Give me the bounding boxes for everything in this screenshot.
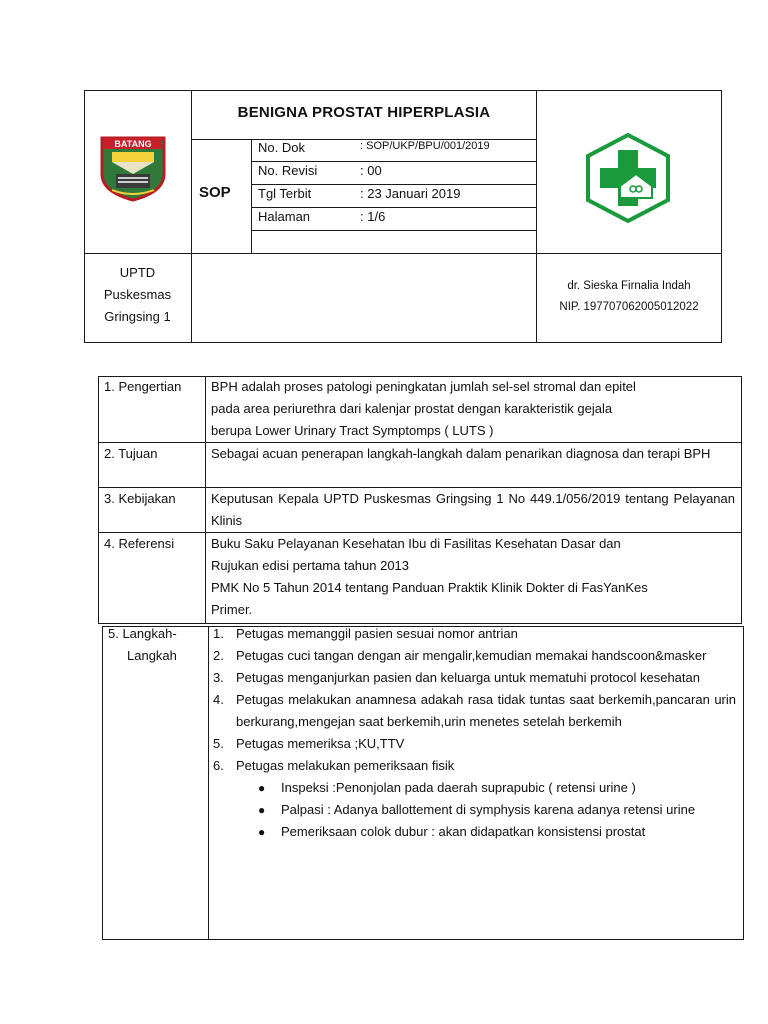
puskesmas-logo: [584, 132, 672, 224]
step-item: [213, 733, 736, 755]
step-item: [213, 755, 736, 777]
header-col-divider-1: [191, 90, 192, 343]
section-text-tujuan: Sebagai acuan penerapan langkah-langkah dalam penarikan diagnosa dan terapi BPH: [211, 446, 711, 461]
meta-row-3: [251, 207, 537, 208]
step-number: 4.: [213, 692, 224, 707]
meta-value-no-revisi: : 00: [360, 163, 382, 178]
steps-border-bottom: [102, 939, 744, 940]
document-title: BENIGNA PROSTAT HIPERPLASIA: [237, 104, 491, 121]
bullet-text: Palpasi : Adanya ballottement di symphysis karena adanya retensi urine: [281, 802, 696, 817]
bullet-icon: ●: [258, 803, 266, 817]
step-text: Petugas menganjurkan pasien dan keluarga untuk mematuhi protocol kesehatan: [236, 670, 700, 685]
officer-name: dr. Sieska Firnalia Indah: [567, 280, 691, 292]
section-label-langkah: [108, 623, 212, 667]
bullet-item: [213, 777, 736, 799]
step-number: 3.: [213, 670, 224, 685]
step-number: 2.: [213, 648, 224, 663]
procedure-steps: [213, 623, 736, 843]
steps-col-divider: [208, 626, 209, 940]
meta-label-halaman: Halaman: [258, 209, 311, 224]
body-border-right-upper: [741, 376, 742, 624]
meta-value-tgl-terbit: : 23 Januari 2019: [360, 186, 461, 201]
pengertian-line-1: BPH adalah proses patologi peningkatan jumlah sel-sel stromal dan epitel: [211, 379, 636, 394]
meta-label-tgl-terbit: Tgl Terbit: [258, 186, 312, 201]
steps-border-right: [743, 626, 744, 940]
step-number: 5.: [213, 736, 224, 751]
meta-col-divider: [251, 139, 252, 254]
header-border-top: [84, 90, 722, 91]
regency-crest-logo: [98, 134, 168, 202]
header-border-bottom: [84, 342, 722, 343]
unit-line-1: UPTD: [119, 265, 156, 280]
section-text-kebijakan: Keputusan Kepala UPTD Puskesmas Gringsing 1 No 449.1/056/2019 tentang Pelayanan Klinis: [211, 491, 735, 528]
step-text: Petugas melakukan anamnesa adakah rasa tidak tuntas saat berkemih,pancaran urin berkurang,mengejan saat berkemih,urin menetes setelah berkemih: [236, 692, 736, 729]
exam-bullets-wrapper: [213, 777, 736, 843]
bullet-icon: ●: [258, 825, 266, 839]
bullet-icon: ●: [258, 781, 266, 795]
step-item: [213, 667, 736, 689]
unit-name: [84, 262, 191, 328]
bullet-item: [213, 799, 736, 821]
step-text: Petugas memeriksa ;KU,TTV: [236, 736, 405, 751]
referensi-line-4: Primer.: [211, 602, 253, 617]
header-row-divider: [84, 253, 722, 254]
section-label-referensi: 4. Referensi: [104, 536, 175, 551]
referensi-line-1: Buku Saku Pelayanan Kesehatan Ibu di Fasilitas Kesehatan Dasar dan: [211, 536, 621, 551]
section-label-kebijakan: 3. Kebijakan: [104, 491, 176, 506]
pengertian-line-3: berupa Lower Urinary Tract Symptomps ( LUTS ): [211, 423, 494, 438]
meta-value-no-dok: : SOP/UKP/BPU/001/2019: [360, 140, 490, 152]
exam-bullets: [213, 777, 736, 843]
step-text: Petugas cuci tangan dengan air mengalir,kemudian memakai handscoon&masker: [236, 648, 707, 663]
langkah-label-line-2: Langkah: [127, 648, 177, 663]
meta-row-4: [251, 230, 537, 231]
section-label-pengertian: 1. Pengertian: [104, 379, 182, 394]
section-text-referensi: [211, 533, 735, 621]
step-item: [213, 645, 736, 667]
bullet-text: Pemeriksaan colok dubur : akan didapatkan konsistensi prostat: [281, 824, 646, 839]
section-text-pengertian: [211, 376, 735, 442]
officer-signature-block: [537, 276, 721, 318]
step-item: [213, 689, 736, 733]
step-item: [213, 623, 736, 645]
unit-line-2: Puskesmas: [103, 287, 172, 302]
pengertian-line-2: pada area periurethra dari kalenjar prostat dengan karakteristik gejala: [211, 401, 613, 416]
section-label-tujuan: 2. Tujuan: [104, 446, 158, 461]
meta-label-no-revisi: No. Revisi: [258, 163, 318, 178]
officer-nip: NIP. 197707062005012022: [559, 301, 699, 313]
unit-line-3: Gringsing 1: [104, 309, 171, 324]
meta-row-1: [251, 161, 537, 162]
step-text: Petugas melakukan pemeriksaan fisik: [236, 758, 455, 773]
langkah-label-line-1: 5. Langkah-: [108, 626, 177, 641]
meta-label-no-dok: No. Dok: [258, 140, 305, 155]
header-border-right: [721, 90, 722, 343]
step-number: 6.: [213, 758, 224, 773]
bullet-item: [213, 821, 736, 843]
referensi-line-2: Rujukan edisi pertama tahun 2013: [211, 558, 410, 573]
bullet-text: Inspeksi :Penonjolan pada daerah suprapubic ( retensi urine ): [281, 780, 636, 795]
meta-value-halaman: : 1/6: [360, 209, 386, 224]
step-text: Petugas memanggil pasien sesuai nomor antrian: [236, 626, 518, 641]
body-border-left-upper: [98, 376, 99, 624]
meta-row-2: [251, 184, 537, 185]
doc-type-label: SOP: [199, 184, 231, 201]
svg-text:BATANG: BATANG: [114, 139, 152, 149]
step-number: 1.: [213, 626, 224, 641]
steps-border-left: [102, 626, 103, 940]
referensi-line-3: PMK No 5 Tahun 2014 tentang Panduan Praktik Klinik Dokter di FasYanKes: [211, 580, 648, 595]
